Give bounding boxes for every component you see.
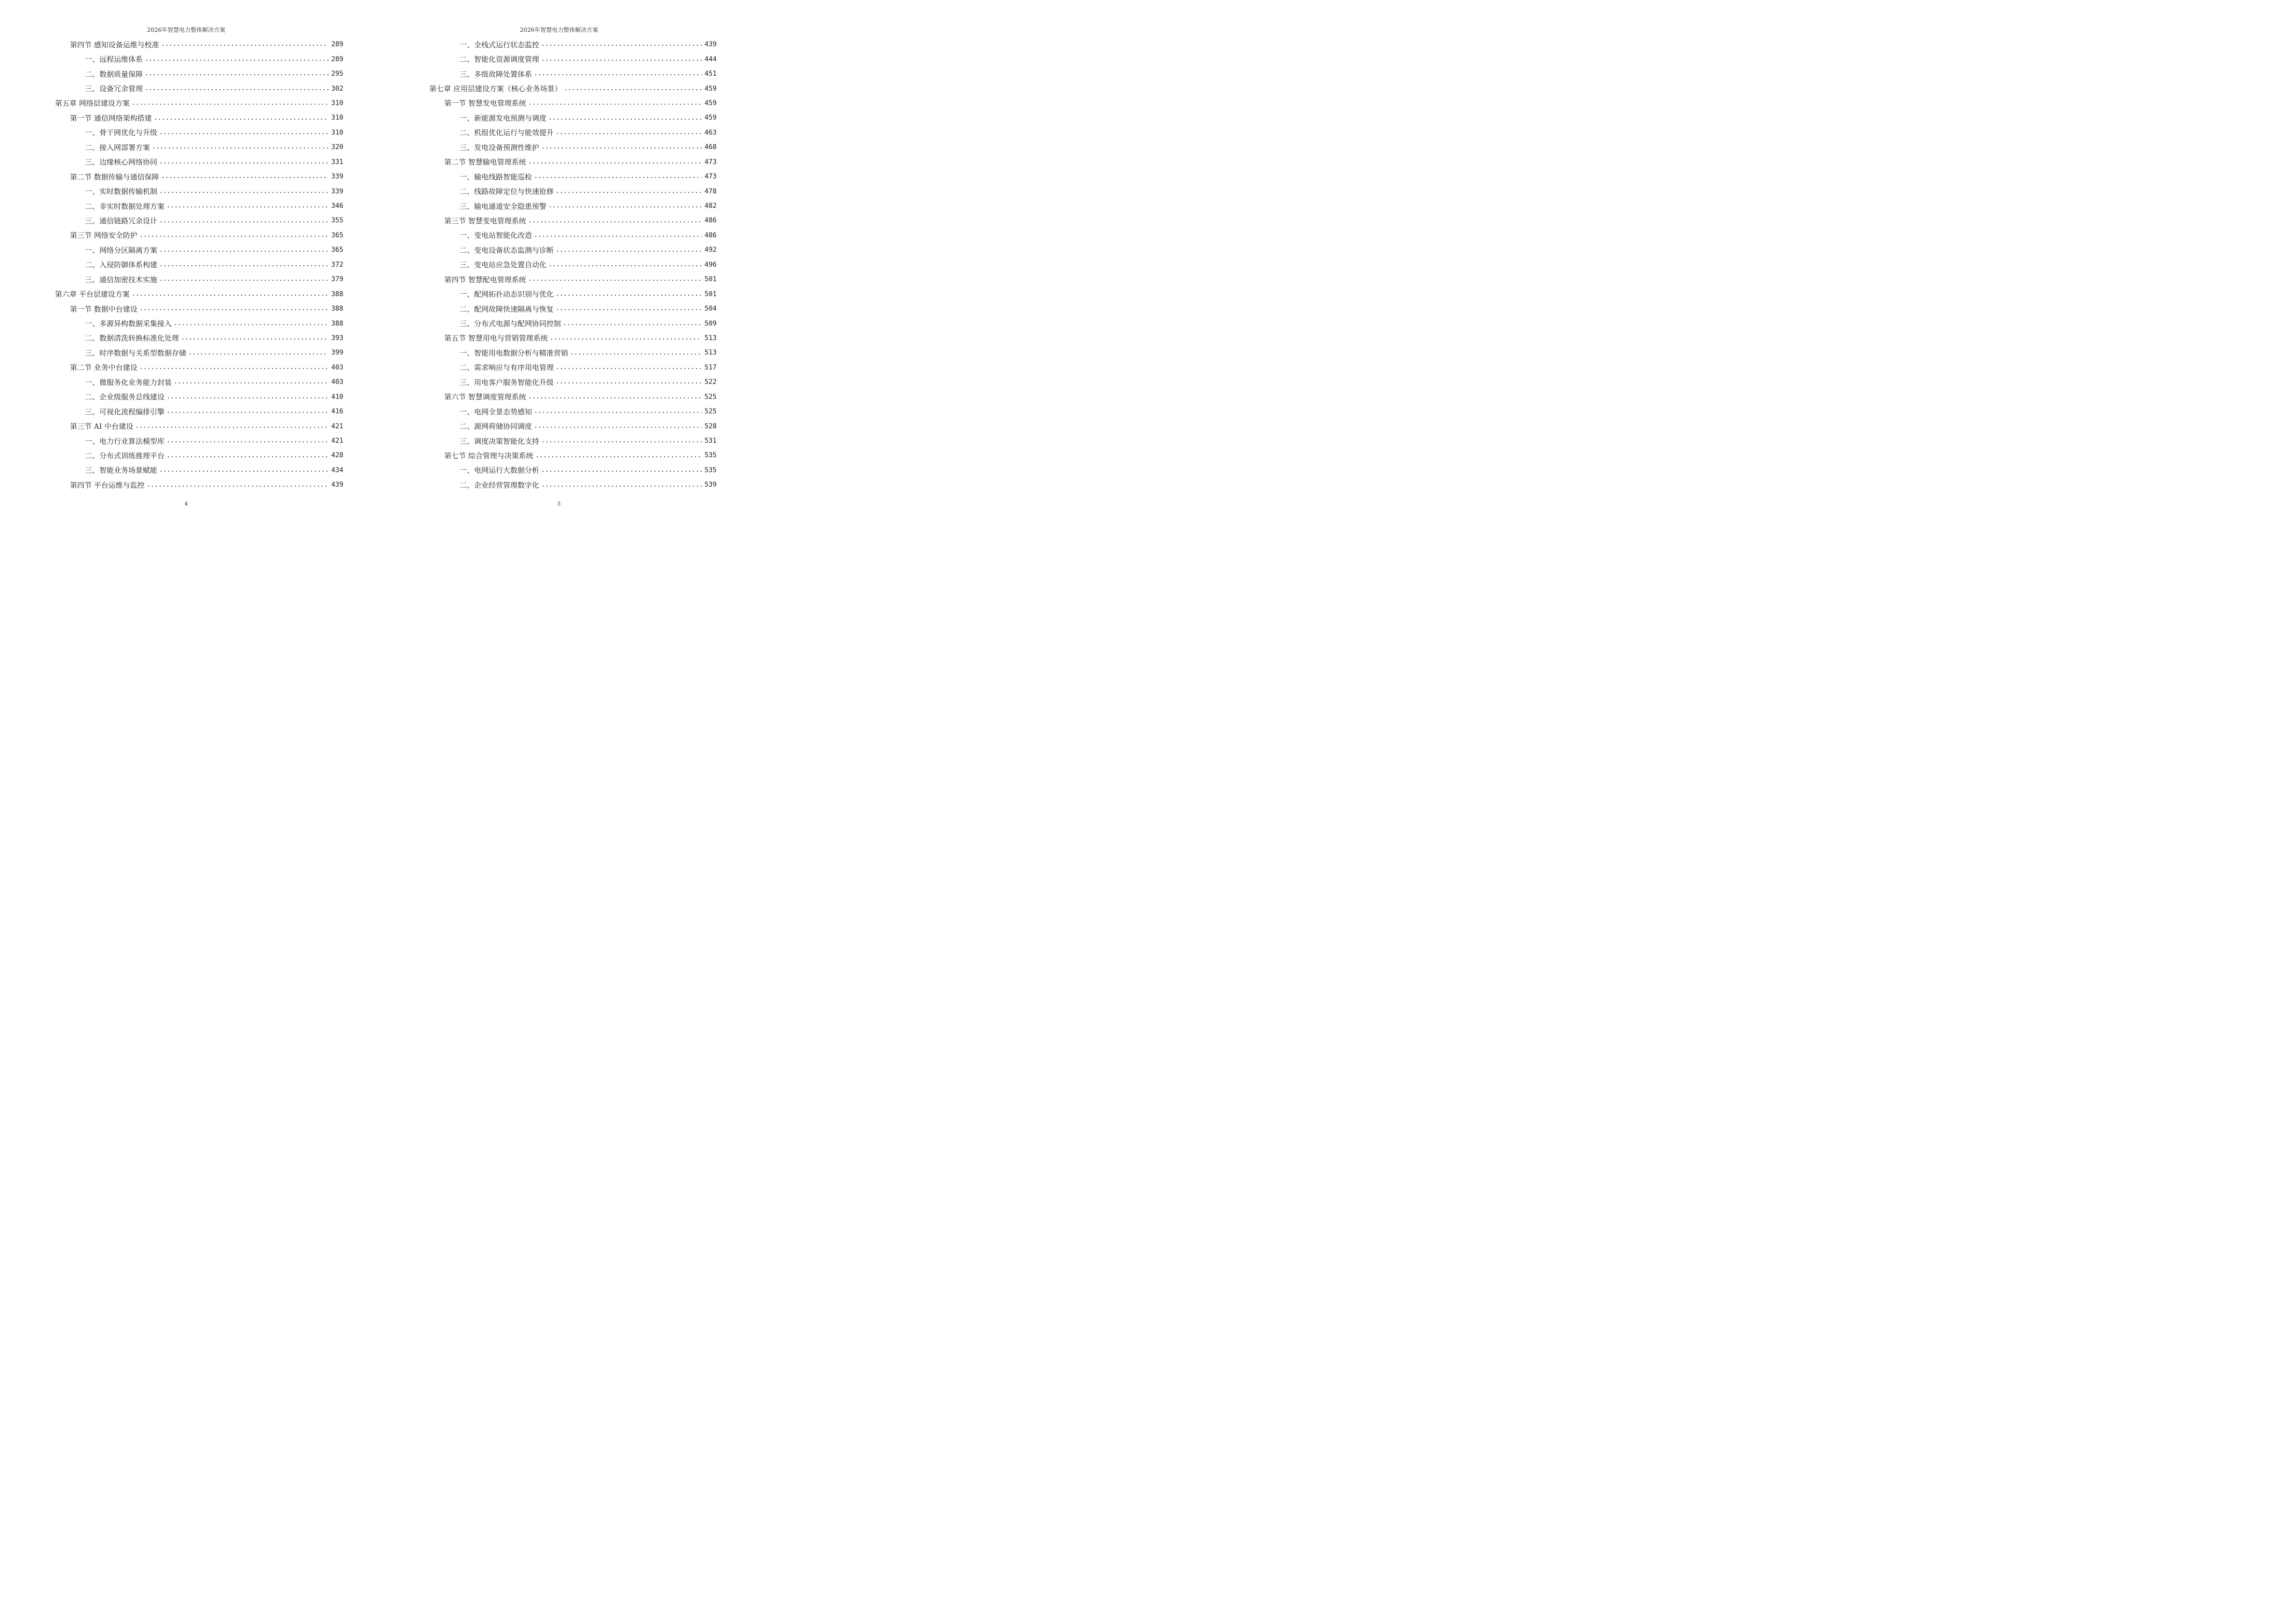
dot-leader — [534, 70, 702, 78]
toc-entry-page-number: 463 — [704, 128, 717, 136]
toc-entry-title: 二、机组优化运行与能效提升 — [460, 128, 554, 137]
page-number: 4 — [184, 501, 188, 507]
toc-entry-page-number: 522 — [704, 378, 717, 386]
toc-entry-title: 二、企业级服务总线建设 — [85, 393, 165, 402]
dot-leader — [166, 437, 328, 445]
toc-entry-item[interactable] — [373, 37, 717, 52]
dot-leader — [139, 305, 328, 313]
toc-entry-page-number: 403 — [331, 378, 343, 386]
toc-entry-title: 第三节 AI 中台建设 — [70, 422, 134, 431]
toc-entry-page-number: 459 — [704, 114, 717, 122]
toc-entry-title: 第二节 智慧输电管理系统 — [444, 158, 526, 167]
toc-entry-item[interactable] — [0, 199, 343, 213]
toc-entry-item[interactable] — [373, 419, 717, 433]
toc-entry-item[interactable] — [0, 390, 343, 404]
toc-entry-page-number: 399 — [331, 349, 343, 357]
dot-leader — [166, 452, 328, 459]
toc-entry-page-number: 289 — [331, 55, 343, 63]
dot-leader — [556, 305, 702, 313]
dot-leader — [166, 393, 328, 400]
toc-entry-item[interactable] — [373, 228, 717, 243]
toc-entry-item[interactable] — [373, 52, 717, 66]
toc-entry-item[interactable] — [0, 463, 343, 478]
toc-entry-page-number: 410 — [331, 393, 343, 401]
toc-entry-item[interactable] — [0, 67, 343, 81]
toc-entry-page-number: 517 — [704, 363, 717, 371]
toc-entry-title: 一、输电线路智能巡检 — [460, 172, 532, 181]
toc-entry-item[interactable] — [0, 375, 343, 389]
toc-entry-title: 二、分布式训练推理平台 — [85, 451, 165, 460]
dot-leader — [556, 379, 702, 386]
toc-entry-item[interactable] — [0, 316, 343, 330]
toc-entry-title: 二、源网荷储协同调度 — [460, 422, 532, 431]
toc-entry-chapter[interactable] — [373, 81, 717, 96]
toc-entry-title: 第三节 网络安全防护 — [70, 231, 137, 240]
toc-entry-page-number: 428 — [331, 451, 343, 460]
toc-entry-title: 第四节 感知设备运维与校准 — [70, 40, 159, 49]
toc-entry-page-number: 486 — [704, 231, 717, 239]
dot-leader — [541, 481, 702, 489]
dot-leader — [563, 320, 702, 327]
toc-entry-page-number: 320 — [331, 143, 343, 151]
toc-entry-title: 第五节 智慧用电与营销管理系统 — [444, 334, 548, 343]
toc-entry-title: 三、调度决策智能化支持 — [460, 437, 540, 446]
toc-entry-item[interactable] — [373, 199, 717, 213]
toc-entry-title: 第一节 通信网络架构搭建 — [70, 113, 152, 123]
dot-leader — [135, 423, 328, 430]
toc-entry-page-number: 365 — [331, 231, 343, 239]
toc-entry-section[interactable] — [0, 110, 343, 125]
toc-entry-title: 二、线路故障定位与快速抢修 — [460, 187, 554, 196]
toc-entry-page-number: 310 — [331, 114, 343, 122]
toc-entry-title: 一、实时数据传输机制 — [85, 187, 158, 196]
toc-entry-title: 第五章 网络层建设方案 — [55, 99, 130, 108]
dot-leader — [161, 41, 328, 48]
toc-entry-page-number: 439 — [704, 41, 717, 49]
toc-entry-page-number: 513 — [704, 334, 717, 342]
toc-entry-page-number: 416 — [331, 408, 343, 416]
toc-entry-title: 二、需求响应与有序用电管理 — [460, 363, 554, 372]
toc-entry-page-number: 421 — [331, 437, 343, 445]
toc-entry-item[interactable] — [0, 125, 343, 140]
dot-leader — [166, 203, 328, 210]
dot-leader — [564, 85, 702, 92]
toc-entry-title: 一、新能源发电预测与调度 — [460, 113, 547, 123]
toc-entry-section[interactable] — [0, 478, 343, 492]
dot-leader — [534, 423, 702, 430]
toc-entry-section[interactable] — [0, 360, 343, 375]
toc-entry-page-number: 310 — [331, 99, 343, 107]
toc-entry-page-number: 355 — [331, 217, 343, 225]
dot-leader — [152, 144, 328, 151]
toc-entry-title: 三、变电站应急处置自动化 — [460, 260, 547, 270]
dot-leader — [154, 114, 328, 122]
toc-entry-page-number: 421 — [331, 422, 343, 430]
toc-entry-item[interactable] — [0, 184, 343, 198]
toc-entry-title: 第六节 智慧调度管理系统 — [444, 393, 526, 402]
toc-entry-page-number: 365 — [331, 246, 343, 254]
dot-leader — [541, 437, 702, 445]
dot-leader — [159, 276, 328, 283]
toc-entry-page-number: 468 — [704, 143, 717, 151]
toc-entry-page-number: 501 — [704, 275, 717, 284]
dot-leader — [159, 261, 328, 268]
toc-entry-title: 二、企业经营管理数字化 — [460, 480, 540, 490]
toc-entry-title: 一、变电站智能化改造 — [460, 231, 532, 240]
toc-entry-page-number: 525 — [704, 393, 717, 401]
toc-entry-section[interactable] — [0, 301, 343, 316]
toc-entry-title: 第二节 业务中台建设 — [70, 363, 137, 372]
toc-entry-page-number: 504 — [704, 305, 717, 313]
toc-entry-page-number: 289 — [331, 41, 343, 49]
dot-leader — [534, 408, 702, 415]
toc-entry-page-number: 501 — [704, 290, 717, 298]
toc-entry-page-number: 444 — [704, 55, 717, 63]
dot-leader — [139, 232, 328, 239]
dot-leader — [159, 129, 328, 136]
right-page — [373, 0, 745, 529]
dot-leader — [556, 364, 702, 371]
toc-entry-page-number: 459 — [704, 99, 717, 107]
toc-entry-item[interactable] — [0, 52, 343, 66]
toc-entry-page-number: 459 — [704, 84, 717, 93]
dot-leader — [570, 349, 702, 356]
toc-entry-title: 三、输电通道安全隐患预警 — [460, 202, 547, 211]
toc-entry-item[interactable] — [373, 478, 717, 492]
toc-entry-title: 三、发电设备预测性维护 — [460, 143, 540, 152]
toc-entry-page-number: 535 — [704, 451, 717, 460]
dot-leader — [166, 408, 328, 415]
dot-leader — [159, 188, 328, 195]
toc-entry-page-number: 513 — [704, 349, 717, 357]
toc-entry-section[interactable] — [373, 272, 717, 287]
dot-leader — [535, 452, 702, 459]
toc-entry-title: 三、通信加密技术实施 — [85, 275, 158, 284]
toc-entry-page-number: 482 — [704, 202, 717, 210]
toc-entry-item[interactable] — [0, 434, 343, 448]
toc-entry-title: 三、多级故障处置体系 — [460, 69, 532, 79]
dot-leader — [528, 393, 702, 400]
toc-entry-item[interactable] — [373, 287, 717, 301]
dot-leader — [188, 349, 328, 356]
toc-entry-item[interactable] — [0, 345, 343, 360]
toc-entry-section[interactable] — [0, 169, 343, 184]
toc-entry-title: 第四节 平台运维与监控 — [70, 480, 145, 490]
toc-entry-title: 二、数据质量保障 — [85, 69, 143, 79]
dot-leader — [159, 246, 328, 254]
toc-entry-page-number: 451 — [704, 70, 717, 78]
toc-entry-item[interactable] — [0, 213, 343, 228]
dot-leader — [556, 129, 702, 136]
toc-entry-chapter[interactable] — [0, 287, 343, 301]
toc-entry-section[interactable] — [373, 155, 717, 169]
toc-entry-title: 第六章 平台层建设方案 — [55, 290, 130, 299]
toc-entry-title: 第一节 智慧发电管理系统 — [444, 99, 526, 108]
dot-leader — [147, 481, 328, 489]
dot-leader — [548, 203, 702, 210]
running-header: 2026年智慧电力整体解决方案 — [147, 27, 226, 33]
toc-entry-page-number: 486 — [704, 217, 717, 225]
dot-leader — [550, 334, 702, 341]
toc-entry-section[interactable] — [373, 390, 717, 404]
toc-entry-item[interactable] — [0, 331, 343, 345]
dot-leader — [541, 55, 702, 63]
toc-entry-page-number: 393 — [331, 334, 343, 342]
toc-entry-page-number: 525 — [704, 408, 717, 416]
toc-entry-title: 一、电网全景态势感知 — [460, 407, 532, 416]
dot-leader — [145, 55, 328, 63]
toc-entry-page-number: 403 — [331, 363, 343, 371]
toc-entry-title: 第三节 智慧变电管理系统 — [444, 216, 526, 225]
dot-leader — [541, 144, 702, 151]
dot-leader — [534, 232, 702, 239]
toc-entry-title: 第七章 应用层建设方案（核心业务场景） — [429, 84, 562, 94]
toc-entry-page-number: 310 — [331, 128, 343, 136]
toc-entry-title: 二、非实时数据处理方案 — [85, 202, 165, 211]
dot-leader — [159, 217, 328, 224]
toc-entry-title: 一、全栈式运行状态监控 — [460, 40, 540, 49]
page-number: 5 — [557, 501, 561, 507]
toc-entry-page-number: 473 — [704, 173, 717, 181]
toc-entry-item[interactable] — [373, 67, 717, 81]
toc-entry-title: 二、配网故障快速隔离与恢复 — [460, 304, 554, 314]
toc-entry-item[interactable] — [0, 272, 343, 287]
toc-entry-page-number: 302 — [331, 84, 343, 93]
toc-entry-page-number: 439 — [331, 481, 343, 489]
toc-entry-title: 二、变电设备状态监测与诊断 — [460, 246, 554, 255]
toc-entry-title: 一、多源异构数据采集接入 — [85, 319, 172, 328]
toc-entry-section[interactable] — [373, 213, 717, 228]
toc-entry-page-number: 528 — [704, 422, 717, 430]
toc-entry-item[interactable] — [373, 463, 717, 478]
toc-entry-item[interactable] — [0, 404, 343, 419]
dot-leader — [159, 466, 328, 474]
dot-leader — [181, 334, 328, 341]
toc-entry-title: 三、可视化流程编排引擎 — [85, 407, 165, 416]
toc-entry-item[interactable] — [373, 345, 717, 360]
toc-entry-page-number: 388 — [331, 319, 343, 328]
toc-entry-title: 三、边缘核心网络协同 — [85, 158, 158, 167]
toc-entry-item[interactable] — [373, 375, 717, 389]
dot-leader — [541, 466, 702, 474]
toc-entry-title: 第二节 数据传输与通信保障 — [70, 172, 159, 181]
dot-leader — [174, 379, 328, 386]
toc-entry-item[interactable] — [373, 125, 717, 140]
toc-entry-section[interactable] — [0, 228, 343, 243]
toc-entry-section[interactable] — [373, 96, 717, 110]
dot-leader — [174, 320, 328, 327]
toc-entry-item[interactable] — [0, 448, 343, 463]
toc-entry-item[interactable] — [373, 434, 717, 448]
dot-leader — [541, 41, 702, 48]
toc-entry-page-number: 379 — [331, 275, 343, 284]
toc-entry-item[interactable] — [373, 404, 717, 419]
toc-entry-title: 二、接入网部署方案 — [85, 143, 150, 152]
toc-entry-item[interactable] — [373, 243, 717, 257]
toc-entry-item[interactable] — [0, 258, 343, 272]
toc-entry-item[interactable] — [373, 140, 717, 154]
toc-entry-page-number: 388 — [331, 305, 343, 313]
dot-leader — [159, 158, 328, 165]
toc-entry-section[interactable] — [0, 37, 343, 52]
toc-entry-item[interactable] — [373, 301, 717, 316]
toc-entry-page-number: 539 — [704, 481, 717, 489]
toc-entry-page-number: 346 — [331, 202, 343, 210]
toc-entry-title: 一、智能用电数据分析与精准营销 — [460, 348, 569, 357]
toc-entry-page-number: 473 — [704, 158, 717, 166]
toc-entry-page-number: 331 — [331, 158, 343, 166]
toc-entry-title: 一、骨干网优化与升级 — [85, 128, 158, 137]
dot-leader — [161, 173, 328, 180]
toc-entry-item[interactable] — [373, 169, 717, 184]
toc-entry-chapter[interactable] — [0, 96, 343, 110]
toc-entry-item[interactable] — [0, 243, 343, 257]
toc-entry-page-number: 339 — [331, 173, 343, 181]
toc-entry-page-number: 535 — [704, 466, 717, 474]
toc-entry-title: 第四节 智慧配电管理系统 — [444, 275, 526, 284]
dot-leader — [145, 85, 328, 92]
dot-leader — [548, 261, 702, 268]
toc-entry-page-number: 372 — [331, 260, 343, 269]
dot-leader — [139, 364, 328, 371]
toc-entry-item[interactable] — [0, 81, 343, 96]
toc-entry-title: 二、数据清洗转换标准化处理 — [85, 334, 179, 343]
toc-entry-title: 一、电网运行大数据分析 — [460, 466, 540, 475]
toc-entry-title: 第一节 数据中台建设 — [70, 304, 137, 314]
table-of-contents — [373, 37, 717, 492]
toc-entry-page-number: 509 — [704, 319, 717, 328]
toc-entry-title: 三、时序数据与关系型数据存储 — [85, 348, 187, 357]
toc-entry-title: 第七节 综合管理与决策系统 — [444, 451, 533, 460]
toc-entry-title: 三、分布式电源与配网协同控制 — [460, 319, 561, 328]
dot-leader — [145, 70, 328, 78]
toc-entry-title: 二、入侵防御体系构建 — [85, 260, 158, 270]
toc-entry-item[interactable] — [0, 140, 343, 154]
toc-entry-item[interactable] — [373, 360, 717, 375]
dot-leader — [534, 173, 702, 180]
toc-entry-title: 一、网络分区隔离方案 — [85, 246, 158, 255]
toc-entry-item[interactable] — [373, 110, 717, 125]
toc-entry-page-number: 434 — [331, 466, 343, 474]
toc-entry-title: 一、远程运维体系 — [85, 55, 143, 64]
toc-entry-page-number: 478 — [704, 187, 717, 195]
toc-entry-page-number: 496 — [704, 260, 717, 269]
toc-entry-page-number: 339 — [331, 187, 343, 195]
toc-entry-title: 三、设备冗余管理 — [85, 84, 143, 94]
toc-entry-title: 二、智能化资源调度管理 — [460, 55, 540, 64]
toc-entry-title: 三、智能业务场景赋能 — [85, 466, 158, 475]
left-page — [0, 0, 372, 529]
toc-entry-page-number: 295 — [331, 70, 343, 78]
dot-leader — [528, 158, 702, 165]
dot-leader — [556, 188, 702, 195]
toc-entry-page-number: 531 — [704, 437, 717, 445]
toc-entry-title: 一、微服务化业务能力封装 — [85, 378, 172, 387]
dot-leader — [528, 217, 702, 224]
toc-entry-item[interactable] — [373, 184, 717, 198]
dot-leader — [528, 276, 702, 283]
toc-entry-section[interactable] — [373, 331, 717, 345]
toc-entry-title: 一、电力行业算法模型库 — [85, 437, 165, 446]
dot-leader — [132, 99, 328, 107]
dot-leader — [528, 99, 702, 107]
dot-leader — [132, 290, 328, 298]
dot-leader — [548, 114, 702, 122]
toc-entry-title: 三、通信链路冗余设计 — [85, 216, 158, 225]
table-of-contents — [0, 37, 343, 492]
toc-entry-title: 三、用电客户服务智能化升级 — [460, 378, 554, 387]
running-header: 2026年智慧电力整体解决方案 — [519, 27, 599, 33]
toc-entry-section[interactable] — [373, 448, 717, 463]
dot-leader — [556, 246, 702, 254]
toc-entry-title: 一、配网拓扑动态识别与优化 — [460, 290, 554, 299]
dot-leader — [556, 290, 702, 298]
toc-entry-page-number: 388 — [331, 290, 343, 298]
toc-entry-section[interactable] — [0, 419, 343, 433]
toc-entry-page-number: 492 — [704, 246, 717, 254]
toc-entry-item[interactable] — [373, 258, 717, 272]
toc-entry-item[interactable] — [0, 155, 343, 169]
toc-entry-item[interactable] — [373, 316, 717, 330]
